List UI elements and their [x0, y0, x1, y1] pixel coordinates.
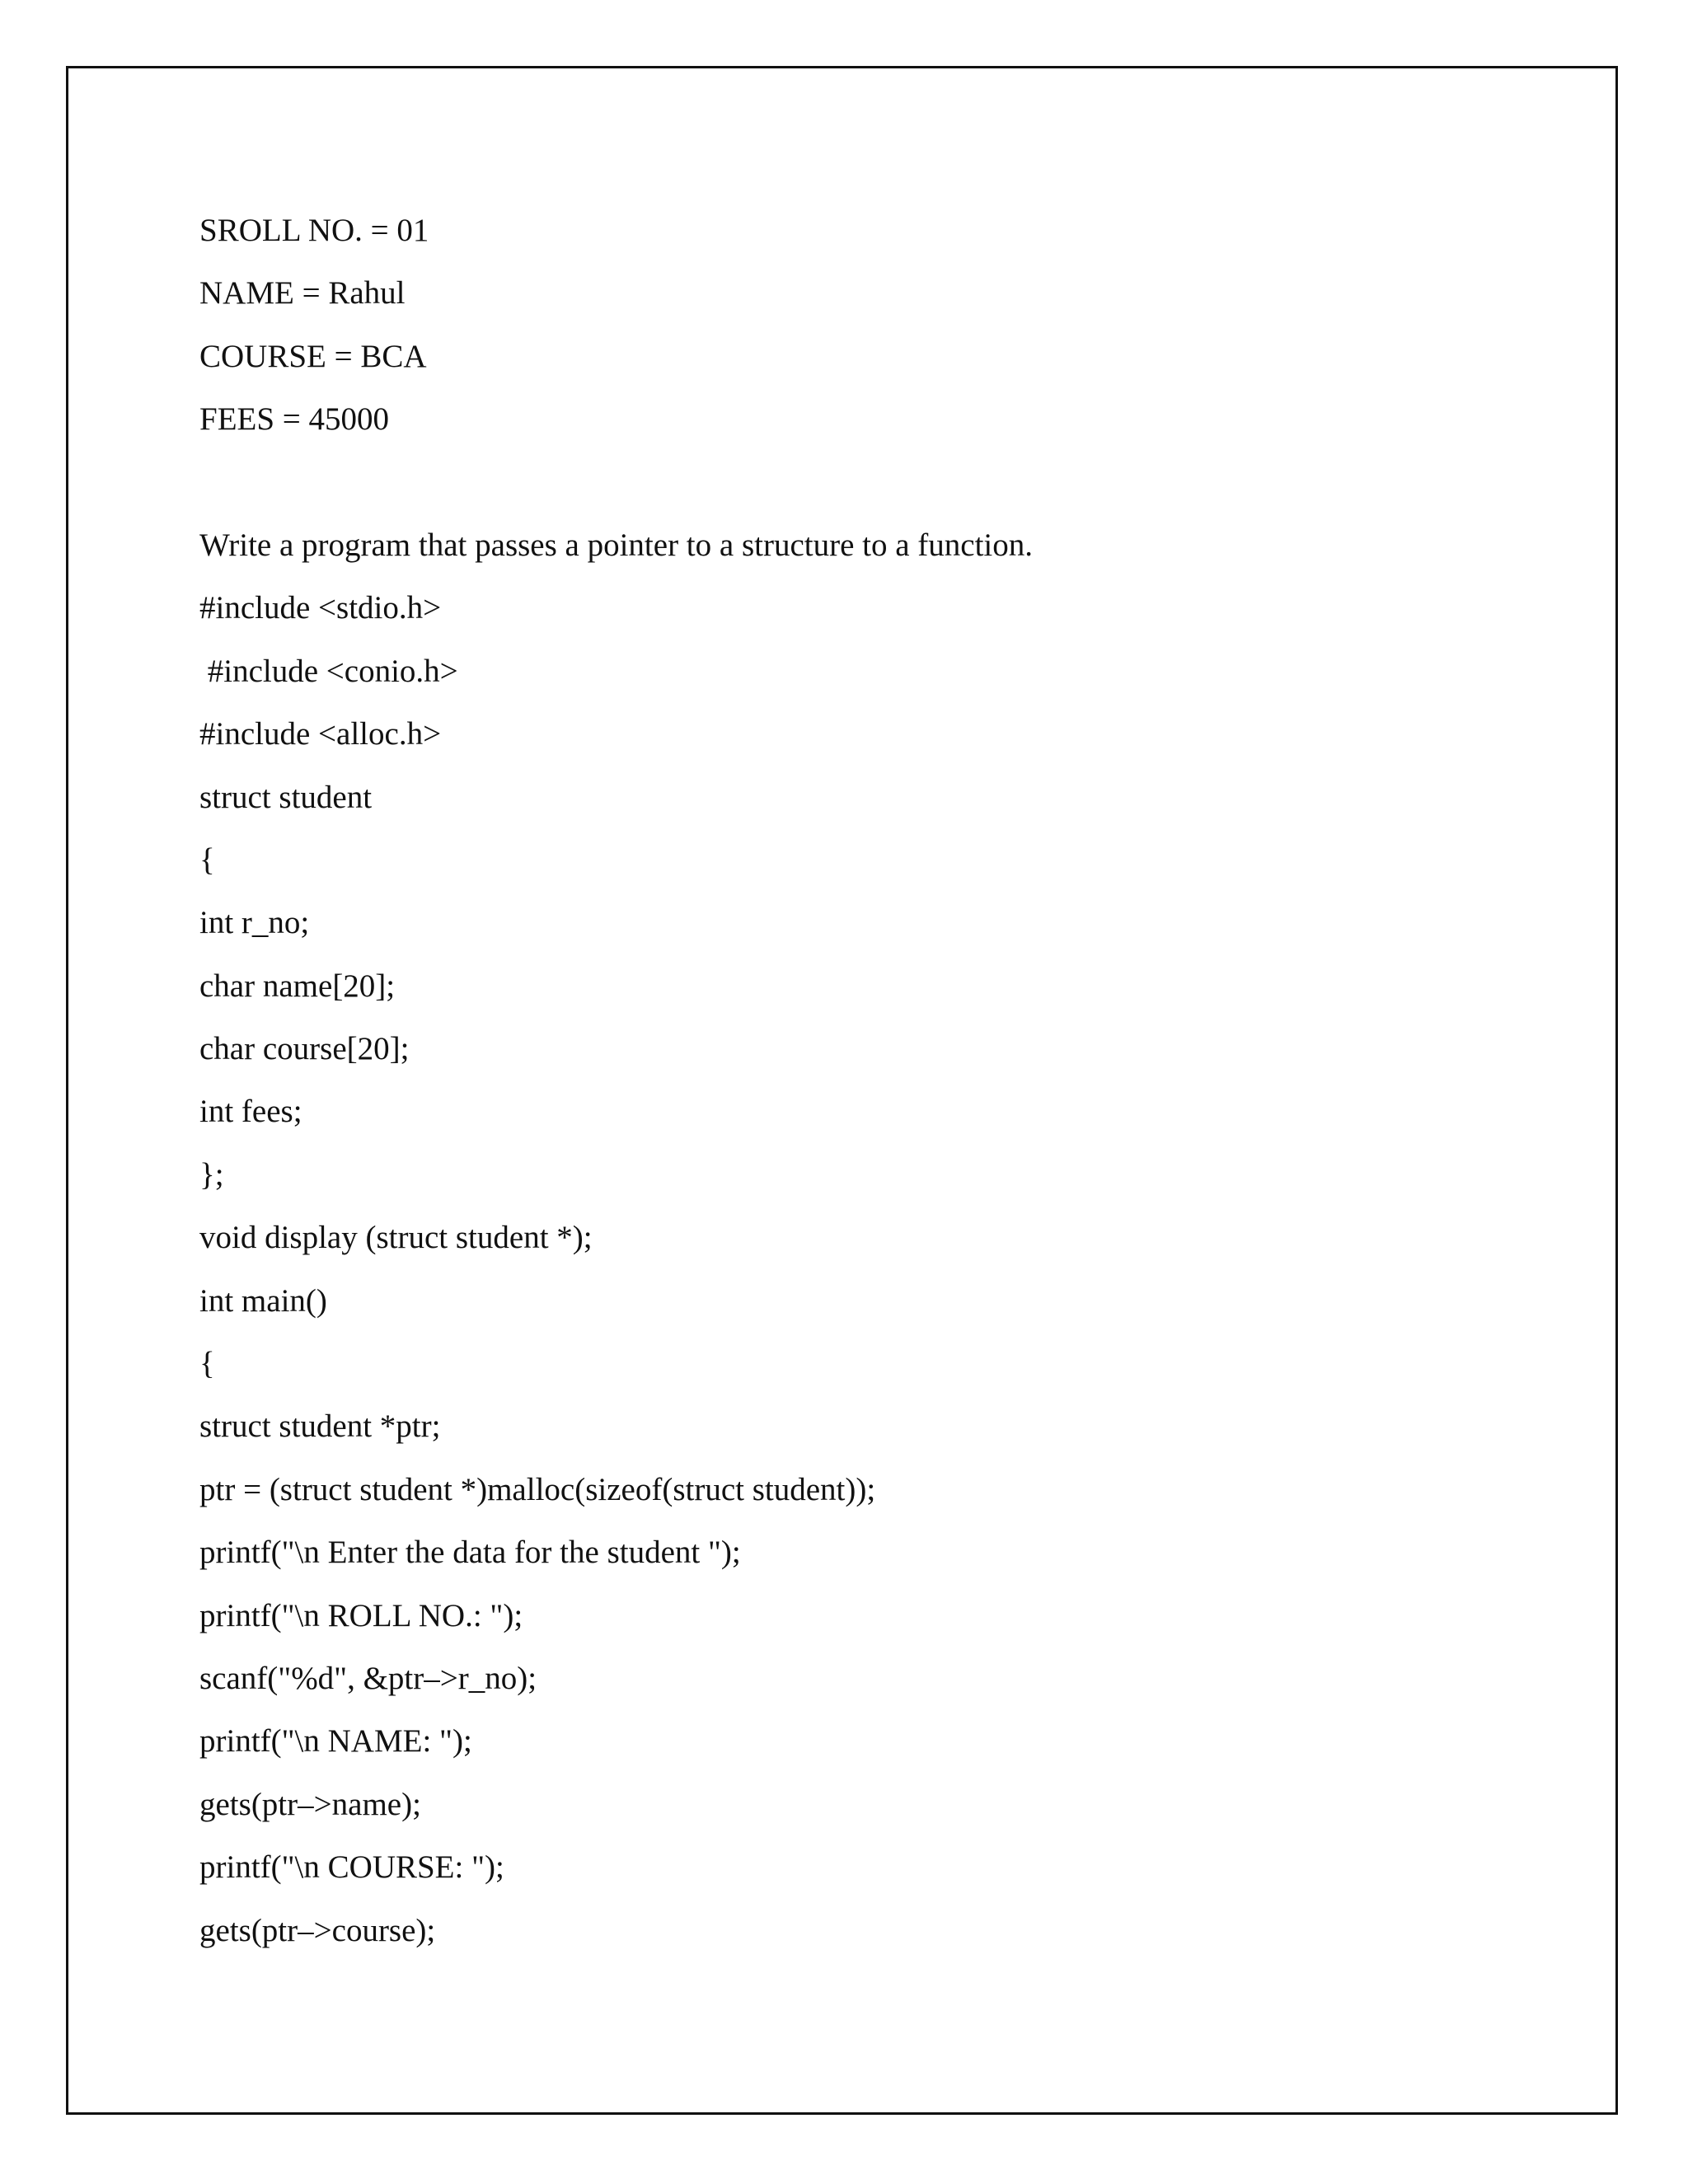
code-line: struct student [199, 779, 373, 815]
fees-line: FEES = 45000 [199, 401, 390, 438]
question-text: Write a program that passes a pointer to a structure to a function. [199, 527, 1034, 563]
code-line: #include <conio.h> [199, 653, 458, 689]
code-line: gets(ptr–>course); [199, 1912, 436, 1948]
code-line: char course[20]; [199, 1031, 410, 1067]
name-line: NAME = Rahul [199, 275, 406, 312]
code-line: { [199, 841, 215, 878]
code-line: #include <alloc.h> [199, 716, 442, 752]
code-line: { [199, 1346, 215, 1382]
code-line: ptr = (struct student *)malloc(sizeof(struct student)); [199, 1471, 876, 1507]
code-line: gets(ptr–>name); [199, 1786, 421, 1822]
code-line: printf("\n COURSE: "); [199, 1849, 504, 1886]
code-line: int r_no; [199, 905, 310, 941]
code-line: printf("\n Enter the data for the student "); [199, 1535, 741, 1571]
blank-line [199, 452, 1559, 514]
code-line: scanf("%d", &ptr–>r_no); [199, 1660, 537, 1696]
code-line: printf("\n NAME: "); [199, 1723, 472, 1760]
code-line: char name[20]; [199, 968, 396, 1004]
code-line: void display (struct student *); [199, 1220, 593, 1256]
code-line: printf("\n ROLL NO.: "); [199, 1597, 523, 1633]
code-line: struct student *ptr; [199, 1408, 441, 1445]
code-listing [199, 577, 1559, 1962]
course-line: COURSE = BCA [199, 338, 427, 374]
document-body [199, 199, 1559, 1962]
roll-number-line: SROLL NO. = 01 [199, 213, 429, 248]
code-line: #include <stdio.h> [199, 590, 442, 626]
code-line: int fees; [199, 1094, 302, 1130]
code-line: }; [199, 1156, 224, 1193]
code-line: int main() [199, 1282, 327, 1319]
